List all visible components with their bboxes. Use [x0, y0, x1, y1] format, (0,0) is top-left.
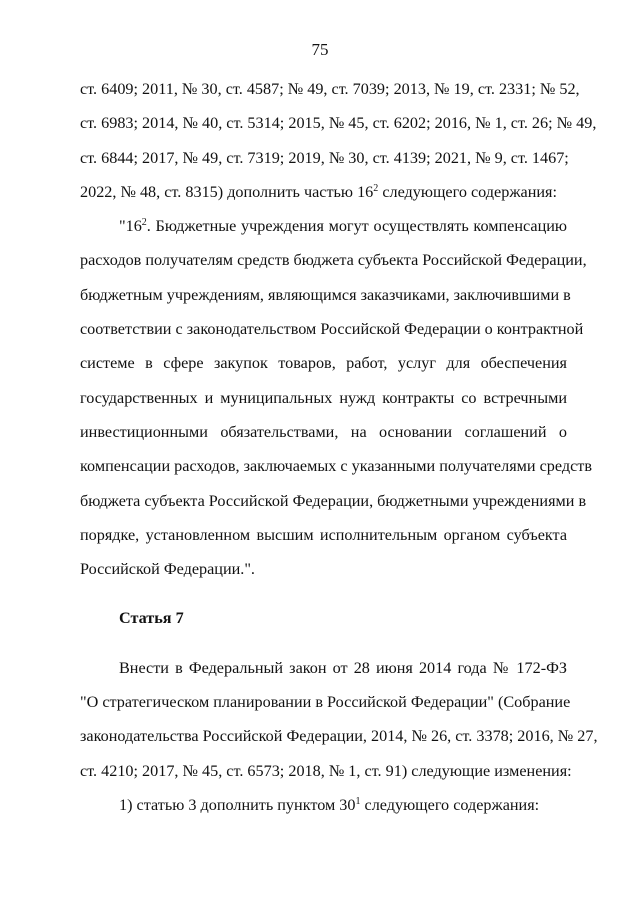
- text-line: инвестиционными обязательствами, на основании соглашений о: [80, 422, 567, 441]
- text-line: расходов получателям средств бюджета субъекта Российской Федерации,: [80, 251, 587, 270]
- text-fragment: следующего содержания:: [360, 795, 540, 814]
- text-line: порядке, установленном высшим исполнительным органом субъекта: [80, 525, 567, 544]
- text-line: [80, 788, 567, 822]
- text-line: Российской Федерации.".: [80, 560, 255, 579]
- paragraph-article-7-intro: [80, 651, 598, 788]
- text-line: соответствии с законодательством Российской Федерации о контрактной: [80, 320, 584, 339]
- text-line: законодательства Российской Федерации, 2014, № 26, ст. 3378; 2016, № 27,: [80, 727, 598, 746]
- spacer: [80, 586, 567, 601]
- superscript: 1: [355, 795, 361, 807]
- text-line: системе в сфере закупок товаров, работ, услуг для обеспечения: [80, 354, 567, 373]
- page-number: 75: [311, 40, 329, 59]
- paragraph-citations: [80, 72, 597, 209]
- superscript: 2: [141, 217, 147, 229]
- text-line: [80, 175, 567, 209]
- text-line: Внести в Федеральный закон от 28 июня 2014 года № 172-ФЗ: [119, 658, 567, 677]
- paragraph-part-16-2: [80, 209, 592, 586]
- text-fragment: 2022, № 48, ст. 8315) дополнить частью 16: [80, 182, 374, 201]
- text-fragment: 1) статью 3 дополнить пунктом 30: [119, 795, 356, 814]
- text-fragment: следующего содержания:: [378, 182, 557, 201]
- text-line: ст. 6983; 2014, № 40, ст. 5314; 2015, № 45, ст. 6202; 2016, № 1, ст. 26; № 49,: [80, 114, 597, 133]
- superscript: 2: [373, 182, 379, 194]
- text-line: ст. 6844; 2017, № 49, ст. 7319; 2019, № 30, ст. 4139; 2021, № 9, ст. 1467;: [80, 148, 569, 167]
- document-body: [80, 72, 598, 822]
- text-fragment: "16: [119, 217, 142, 236]
- article-heading: Статья 7: [119, 609, 184, 628]
- text-line: компенсации расходов, заключаемых с указанными получателями средств: [80, 457, 592, 476]
- text-fragment: . Бюджетные учреждения могут осуществлять компенсацию: [146, 217, 567, 236]
- spacer: [80, 636, 567, 651]
- text-line: "О стратегическом планировании в Российской Федерации" (Собрание: [80, 693, 571, 712]
- text-line: ст. 6409; 2011, № 30, ст. 4587; № 49, ст. 7039; 2013, № 19, ст. 2331; № 52,: [80, 80, 580, 98]
- text-line: государственных и муниципальных нужд контракты со встречными: [80, 388, 567, 407]
- text-line: бюджетным учреждениям, являющимся заказчиками, заключившими в: [80, 285, 571, 304]
- text-line: ст. 4210; 2017, № 45, ст. 6573; 2018, № 1, ст. 91) следующие изменения:: [80, 761, 572, 780]
- paragraph-item-1: [80, 788, 567, 822]
- text-line: бюджета субъекта Российской Федерации, бюджетными учреждениями в: [80, 491, 587, 510]
- text-line: [80, 209, 567, 243]
